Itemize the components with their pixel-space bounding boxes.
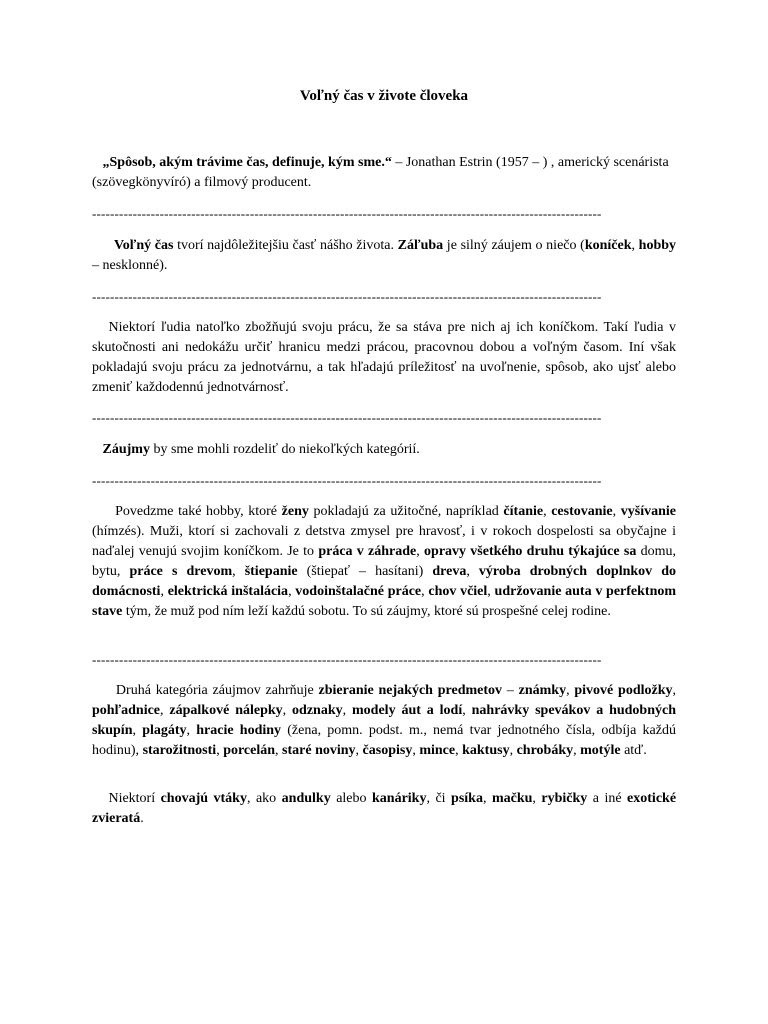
indent xyxy=(92,504,115,519)
term: udržovanie auta v perfektnom stave xyxy=(92,584,677,619)
term: hobby xyxy=(638,238,677,253)
term: andulky xyxy=(281,791,331,806)
term: hracie hodiny xyxy=(196,723,282,738)
term: štiepanie xyxy=(244,564,298,579)
term: rybičky xyxy=(541,791,588,806)
text: , xyxy=(186,723,197,738)
text: (hímzés). Muži, ktorí si zachovali z detstva zmysel pre hravosť, i v rokoch dospelosti sa obyčajne i naďalej venujú svojim koníčkom. Je to xyxy=(92,524,676,559)
text: , xyxy=(342,703,353,718)
text: , xyxy=(462,703,472,718)
term: práce s drevom xyxy=(129,564,233,579)
text: , xyxy=(532,791,542,806)
term: práca v záhrade xyxy=(318,544,417,559)
text: alebo xyxy=(330,791,372,806)
text: , xyxy=(672,683,677,698)
term: zbieranie nejakých predmetov xyxy=(318,683,503,698)
text: , xyxy=(455,743,463,758)
quote-text: „Spôsob, akým trávime čas, definuje, kým sme.“ xyxy=(102,155,392,170)
quote-paragraph xyxy=(92,153,676,193)
separator-line: ----------------------------------------------------------------------------------------------------------------- xyxy=(92,473,602,488)
separator-line: ----------------------------------------------------------------------------------------------------------------- xyxy=(92,652,602,667)
text: , xyxy=(466,564,479,579)
text: , xyxy=(160,703,170,718)
term: koníček xyxy=(584,238,632,253)
term: dreva xyxy=(432,564,467,579)
text: , xyxy=(416,544,425,559)
separator-line: ----------------------------------------------------------------------------------------------------------------- xyxy=(92,206,602,221)
term: vodoinštalačné práce xyxy=(295,584,422,599)
text: domu, bytu, xyxy=(92,544,676,579)
text: – nesklonné). xyxy=(92,258,168,273)
text: . xyxy=(140,811,144,826)
text: pokladajú za užitočné, napríklad xyxy=(308,504,504,519)
text: , xyxy=(412,743,420,758)
term: chov včiel xyxy=(428,584,488,599)
term: porcelán xyxy=(223,743,276,758)
separator-line: ----------------------------------------------------------------------------------------------------------------- xyxy=(92,410,602,425)
text: , xyxy=(355,743,363,758)
term: chrobáky xyxy=(516,743,574,758)
term: Voľný čas xyxy=(113,238,174,253)
text: tvorí najdôležitejšiu časť nášho života. xyxy=(173,238,398,253)
term: staré noviny xyxy=(282,743,356,758)
term: plagáty xyxy=(142,723,187,738)
indent xyxy=(92,683,116,698)
paragraph-hobbies-category-two xyxy=(92,681,676,761)
term: ženy xyxy=(281,504,309,519)
text: , xyxy=(421,584,429,599)
separator-line: ----------------------------------------------------------------------------------------------------------------- xyxy=(92,289,602,304)
document-title: Voľný čas v živote človeka xyxy=(299,88,469,104)
indent xyxy=(92,442,103,457)
term: kaktusy xyxy=(462,743,510,758)
text: – xyxy=(502,683,519,698)
text: , xyxy=(275,743,283,758)
indent xyxy=(92,238,114,253)
text: , xyxy=(132,723,143,738)
text: , xyxy=(482,791,492,806)
text: , xyxy=(631,238,639,253)
text: atď. xyxy=(620,743,647,758)
text: Povedzme také hobby, ktoré xyxy=(115,504,282,519)
term: odznaky xyxy=(292,703,343,718)
term: motýle xyxy=(580,743,621,758)
term: známky xyxy=(518,683,567,698)
paragraph-free-time xyxy=(92,236,676,276)
text: , xyxy=(543,504,552,519)
quote-attribution: – Jonathan Estrin (1957 – ) , americký scenárista (szövegkönyvíró) a filmový producent. xyxy=(92,155,669,190)
text: je silný záujem o niečo ( xyxy=(443,238,585,253)
term: chovajú vtáky xyxy=(160,791,247,806)
term: nahrávky spevákov a hudobných skupín xyxy=(92,703,677,738)
text: , xyxy=(612,504,621,519)
term: modely áut a lodí xyxy=(352,703,463,718)
term: časopisy xyxy=(362,743,413,758)
text: , xyxy=(282,703,293,718)
text: , xyxy=(232,564,245,579)
text: tým, že muž pod ním leží každú sobotu. To sú záujmy, ktoré sú prospešné celej rodine. xyxy=(122,604,611,619)
term: cestovanie xyxy=(551,504,613,519)
text: by sme mohli rozdeliť do niekoľkých kategórií. xyxy=(149,442,420,457)
paragraph-interests xyxy=(92,440,676,460)
text: , či xyxy=(426,791,452,806)
term: psíka xyxy=(451,791,483,806)
term: opravy všetkého druhu týkajúce sa xyxy=(424,544,637,559)
term: zápalkové nálepky xyxy=(169,703,283,718)
text: , xyxy=(216,743,224,758)
term: mince xyxy=(419,743,456,758)
text: Druhá kategória záujmov zahrňuje xyxy=(115,683,319,698)
text: , ako xyxy=(246,791,282,806)
text: , xyxy=(487,584,495,599)
term: elektrická inštalácia xyxy=(167,584,289,599)
term: pivové podložky xyxy=(574,683,673,698)
term: mačku xyxy=(491,791,533,806)
text: , xyxy=(573,743,581,758)
term: vyšívanie xyxy=(620,504,677,519)
term: čítanie xyxy=(503,504,544,519)
term: kanáriky xyxy=(372,791,427,806)
text: a iné xyxy=(587,791,628,806)
term: výroba drobných doplnkov do domácnosti xyxy=(92,564,677,599)
term: pohľadnice xyxy=(92,703,161,718)
paragraph-hobbies-category-one xyxy=(92,502,676,622)
paragraph-pets xyxy=(92,789,676,829)
text: , xyxy=(566,683,575,698)
term: exotické zvieratá xyxy=(92,791,677,826)
text: (štiepať – hasítani) xyxy=(297,564,433,579)
text: Niektorí xyxy=(108,791,161,806)
term: Záujmy xyxy=(102,442,150,457)
term: Záľuba xyxy=(397,238,444,253)
indent xyxy=(92,155,103,170)
text: , xyxy=(509,743,517,758)
paragraph-work: Niektorí ľudia natoľko zbožňujú svoju prácu, že sa stáva pre nich aj ich koníčkom. Takí ľudia v skutočnosti ani nedokážu určiť hranicu medzi prácou, pracovnou dobou a voľným časom. Iní však pokladajú svoju prácu za jednotvárnu, a tak hľadajú príležitosť na uvoľnenie, spôsob, ako ujsť alebo zmeniť každodennú jednotvárnosť. xyxy=(92,320,676,395)
text: , xyxy=(160,584,168,599)
indent xyxy=(92,791,108,806)
text: , xyxy=(288,584,296,599)
text: (žena, pomn. podst. m., nemá tvar jednotného čísla, odbíja každú hodinu), xyxy=(92,723,676,758)
term: starožitnosti xyxy=(142,743,217,758)
